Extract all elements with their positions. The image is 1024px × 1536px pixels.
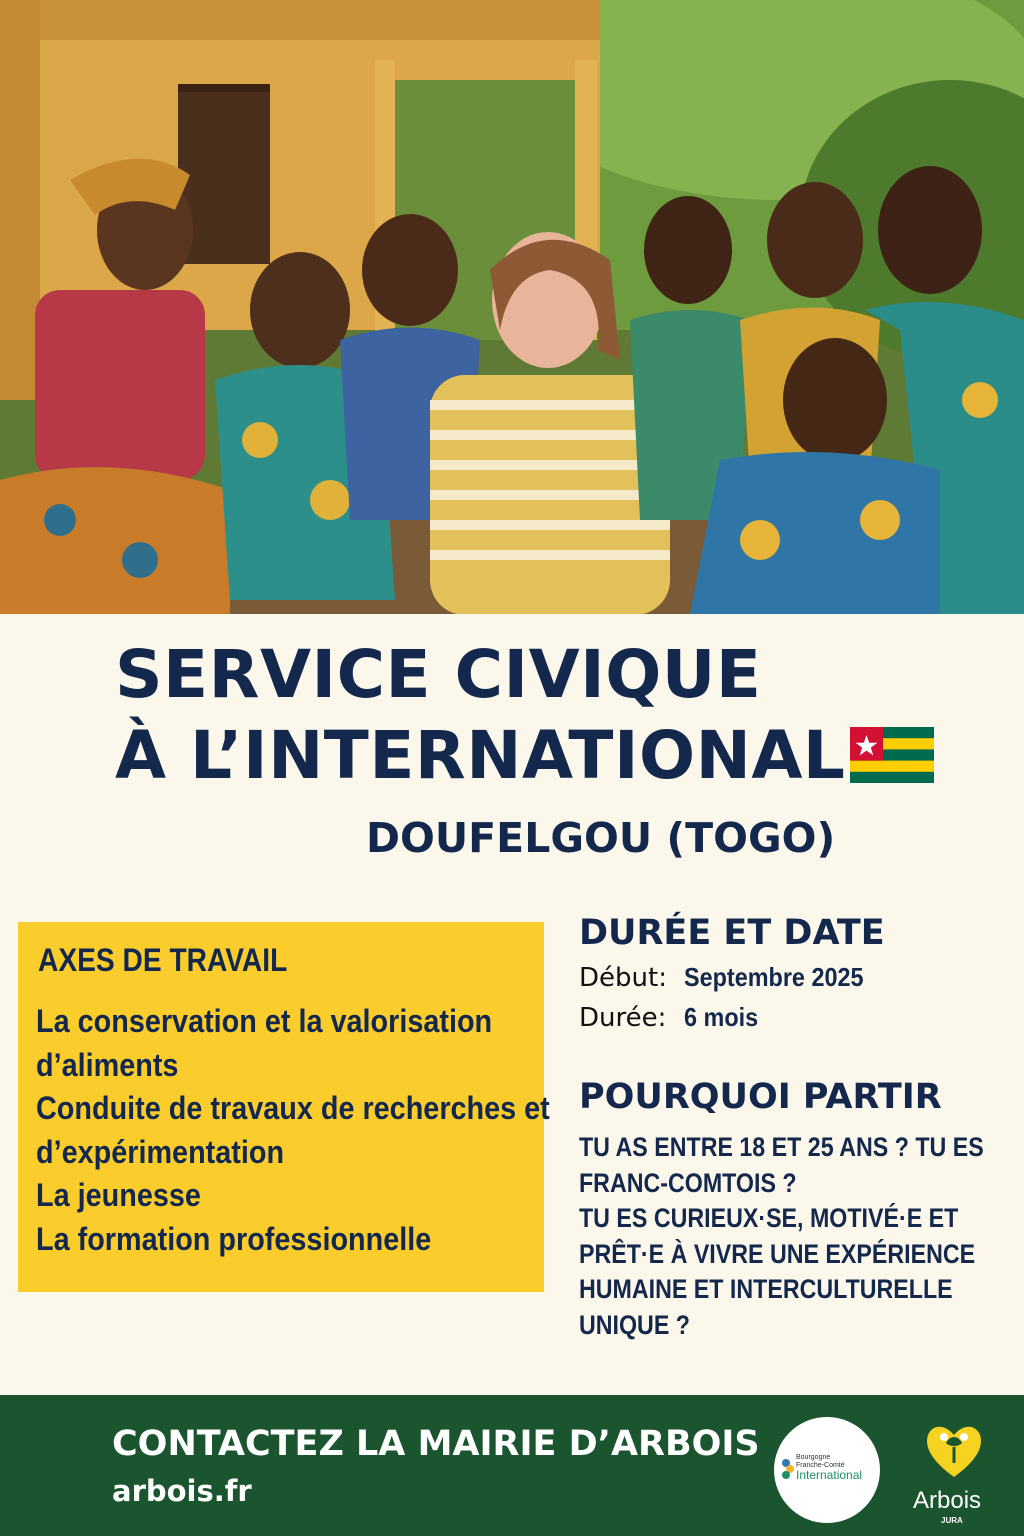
website-link[interactable]: arbois.fr (112, 1474, 252, 1508)
start-row (579, 962, 999, 1002)
location-subtitle: DOUFELGOU (TOGO) (366, 814, 836, 862)
togo-flag-icon (850, 727, 934, 787)
duration-value: 6 mois (684, 1002, 759, 1032)
bfc-international-logo (774, 1417, 880, 1523)
start-label: Début: (579, 963, 667, 993)
arbois-logo (906, 1417, 1002, 1535)
duree-heading: DURÉE ET DATE (579, 913, 885, 953)
duree-rows (579, 962, 999, 1042)
contact-title: CONTACTEZ LA MAIRIE D’ARBOIS (112, 1424, 760, 1464)
bfc-text: Franche-Comté (796, 1462, 845, 1469)
axes-title: AXES DE TRAVAIL (38, 942, 288, 978)
hero-photo (0, 0, 1024, 614)
title-line-1: SERVICE CIVIQUE (115, 636, 762, 713)
pourquoi-line: UNIQUE ? (579, 1309, 690, 1340)
axes-item: d’expérimentation (36, 1133, 285, 1170)
pourquoi-text (579, 1130, 983, 1343)
bfc-mark-icon (780, 1457, 796, 1481)
info-column (579, 912, 999, 1343)
arbois-name: Arbois (913, 1487, 982, 1514)
bfc-text: Bourgogne (796, 1454, 831, 1461)
axes-item: d’aliments (36, 1046, 179, 1083)
axes-item: La conservation et la valorisation (36, 1003, 493, 1039)
axes-item: La jeunesse (36, 1177, 201, 1213)
arbois-logo-icon (922, 1417, 986, 1481)
duration-label: Durée: (579, 1003, 667, 1033)
pourquoi-line: TU ES CURIEUX·SE, MOTIVÉ·E ET (579, 1203, 959, 1233)
axes-list (36, 1000, 550, 1261)
start-value: Septembre 2025 (684, 962, 864, 992)
axes-item: Conduite de travaux de recherches et (36, 1090, 550, 1126)
pourquoi-heading: POURQUOI PARTIR (579, 1077, 942, 1117)
footer (0, 1395, 1024, 1536)
arbois-sub: JURA (941, 1516, 963, 1525)
pourquoi-line: TU AS ENTRE 18 ET 25 ANS ? TU ES (579, 1132, 984, 1162)
axes-item: La formation professionnelle (36, 1220, 432, 1257)
pourquoi-line: PRÊT·E À VIVRE UNE EXPÉRIENCE (579, 1238, 976, 1269)
title-line-2: À L’INTERNATIONAL (115, 717, 846, 794)
pourquoi-line: FRANC-COMTOIS ? (579, 1167, 797, 1198)
duration-row (579, 1002, 999, 1042)
axes-box (18, 922, 550, 1292)
pourquoi-line: HUMAINE ET INTERCULTURELLE (579, 1274, 953, 1304)
bfc-text: International (796, 1468, 863, 1482)
